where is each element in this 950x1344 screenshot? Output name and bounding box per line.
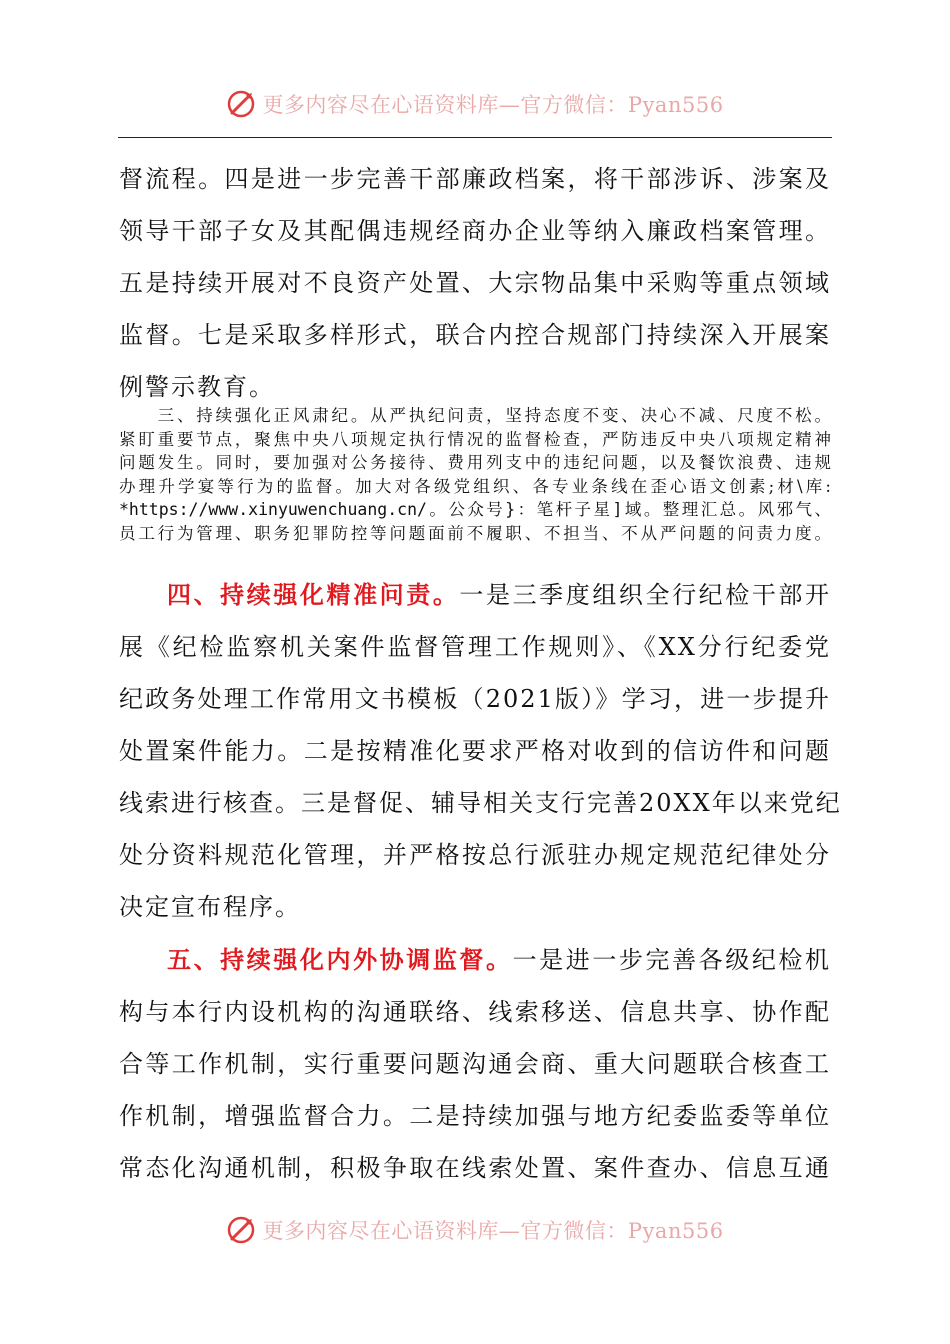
text-line: 五是持续开展对不良资产处置、大宗物品集中采购等重点领域 — [119, 269, 831, 297]
footer-banner — [0, 1210, 950, 1250]
text-line: 问题发生。同时，要加强对公务接待、费用列支中的违纪问题，以及餐饮浪费、违规 — [119, 453, 831, 473]
text-line: 处分资料规范化管理，并严格按总行派驻办规定规范纪律处分 — [119, 841, 831, 869]
pen-logo-icon — [226, 1215, 256, 1245]
text-run: 一是三季度组织全行纪检干部开 — [459, 581, 832, 609]
text-line: 处置案件能力。二是按精准化要求严格对收到的信访件和问题 — [119, 737, 831, 765]
header-banner — [0, 84, 950, 124]
section-five-first-line — [119, 934, 831, 986]
text-line: 办理升学宴等行为的监督。加大对各级党组织、各专业条线在歪心语文创素;材\库: — [119, 476, 831, 496]
text-line: 决定宣布程序。 — [119, 893, 301, 921]
footer-banner-text: 更多内容尽在心语资料库—官方微信：Pyan556 — [262, 1219, 724, 1243]
header-banner-text: 更多内容尽在心语资料库—官方微信：Pyan556 — [262, 93, 724, 117]
text-line: 构与本行内设机构的沟通联络、线索移送、信息共享、协作配 — [119, 998, 831, 1026]
text-line: 展《纪检监察机关案件监督管理工作规则》、《XX分行纪委党 — [119, 633, 831, 661]
text-line: 三、持续强化正风肃纪。从严执纪问责，坚持态度不变、决心不减、尺度不松。 — [119, 406, 831, 425]
header-rule — [118, 137, 832, 138]
text-line: 线索进行核查。三是督促、辅导相关支行完善20XX年以来党纪 — [119, 789, 842, 817]
text-line: 纪政务处理工作常用文书模板（2021版）》学习，进一步提升 — [119, 685, 831, 713]
text-line: 作机制，增强监督合力。二是持续加强与地方纪委监委等单位 — [119, 1102, 831, 1130]
text-line: *https://www.xinyuwenchuang.cn/。公众号}：笔杆子星]域。整理汇总。风邪气、 — [119, 500, 831, 520]
text-line: 常态化沟通机制，积极争取在线索处置、案件查办、信息互通 — [119, 1154, 831, 1182]
section-heading: 五、持续强化内外协调监督。 — [167, 946, 513, 974]
section-five — [119, 934, 831, 1194]
section-heading: 四、持续强化精准问责。 — [167, 581, 460, 609]
text-line: 合等工作机制，实行重要问题沟通会商、重大问题联合核查工 — [119, 1050, 831, 1078]
text-run: 一是进一步完善各级纪检机 — [512, 946, 832, 974]
text-line: 员工行为管理、职务犯罪防控等问题面前不履职、不担当、不从严问题的问责力度。 — [119, 523, 831, 543]
pen-logo-icon — [226, 89, 256, 119]
text-line: 紧盯重要节点，聚焦中央八项规定执行情况的监督检查，严防违反中央八项规定精神 — [119, 429, 831, 449]
text-line: 监督。七是采取多样形式，联合内控合规部门持续深入开展案 — [119, 321, 831, 349]
text-line: 领导干部子女及其配偶违规经商办企业等纳入廉政档案管理。 — [119, 217, 831, 245]
section-three — [119, 404, 831, 546]
section-four — [119, 569, 842, 933]
section-four-first-line — [119, 569, 831, 621]
text-line: 督流程。四是进一步完善干部廉政档案，将干部涉诉、涉案及 — [119, 165, 831, 193]
paragraph-continuation — [119, 153, 831, 413]
text-line: 例警示教育。 — [119, 373, 275, 401]
